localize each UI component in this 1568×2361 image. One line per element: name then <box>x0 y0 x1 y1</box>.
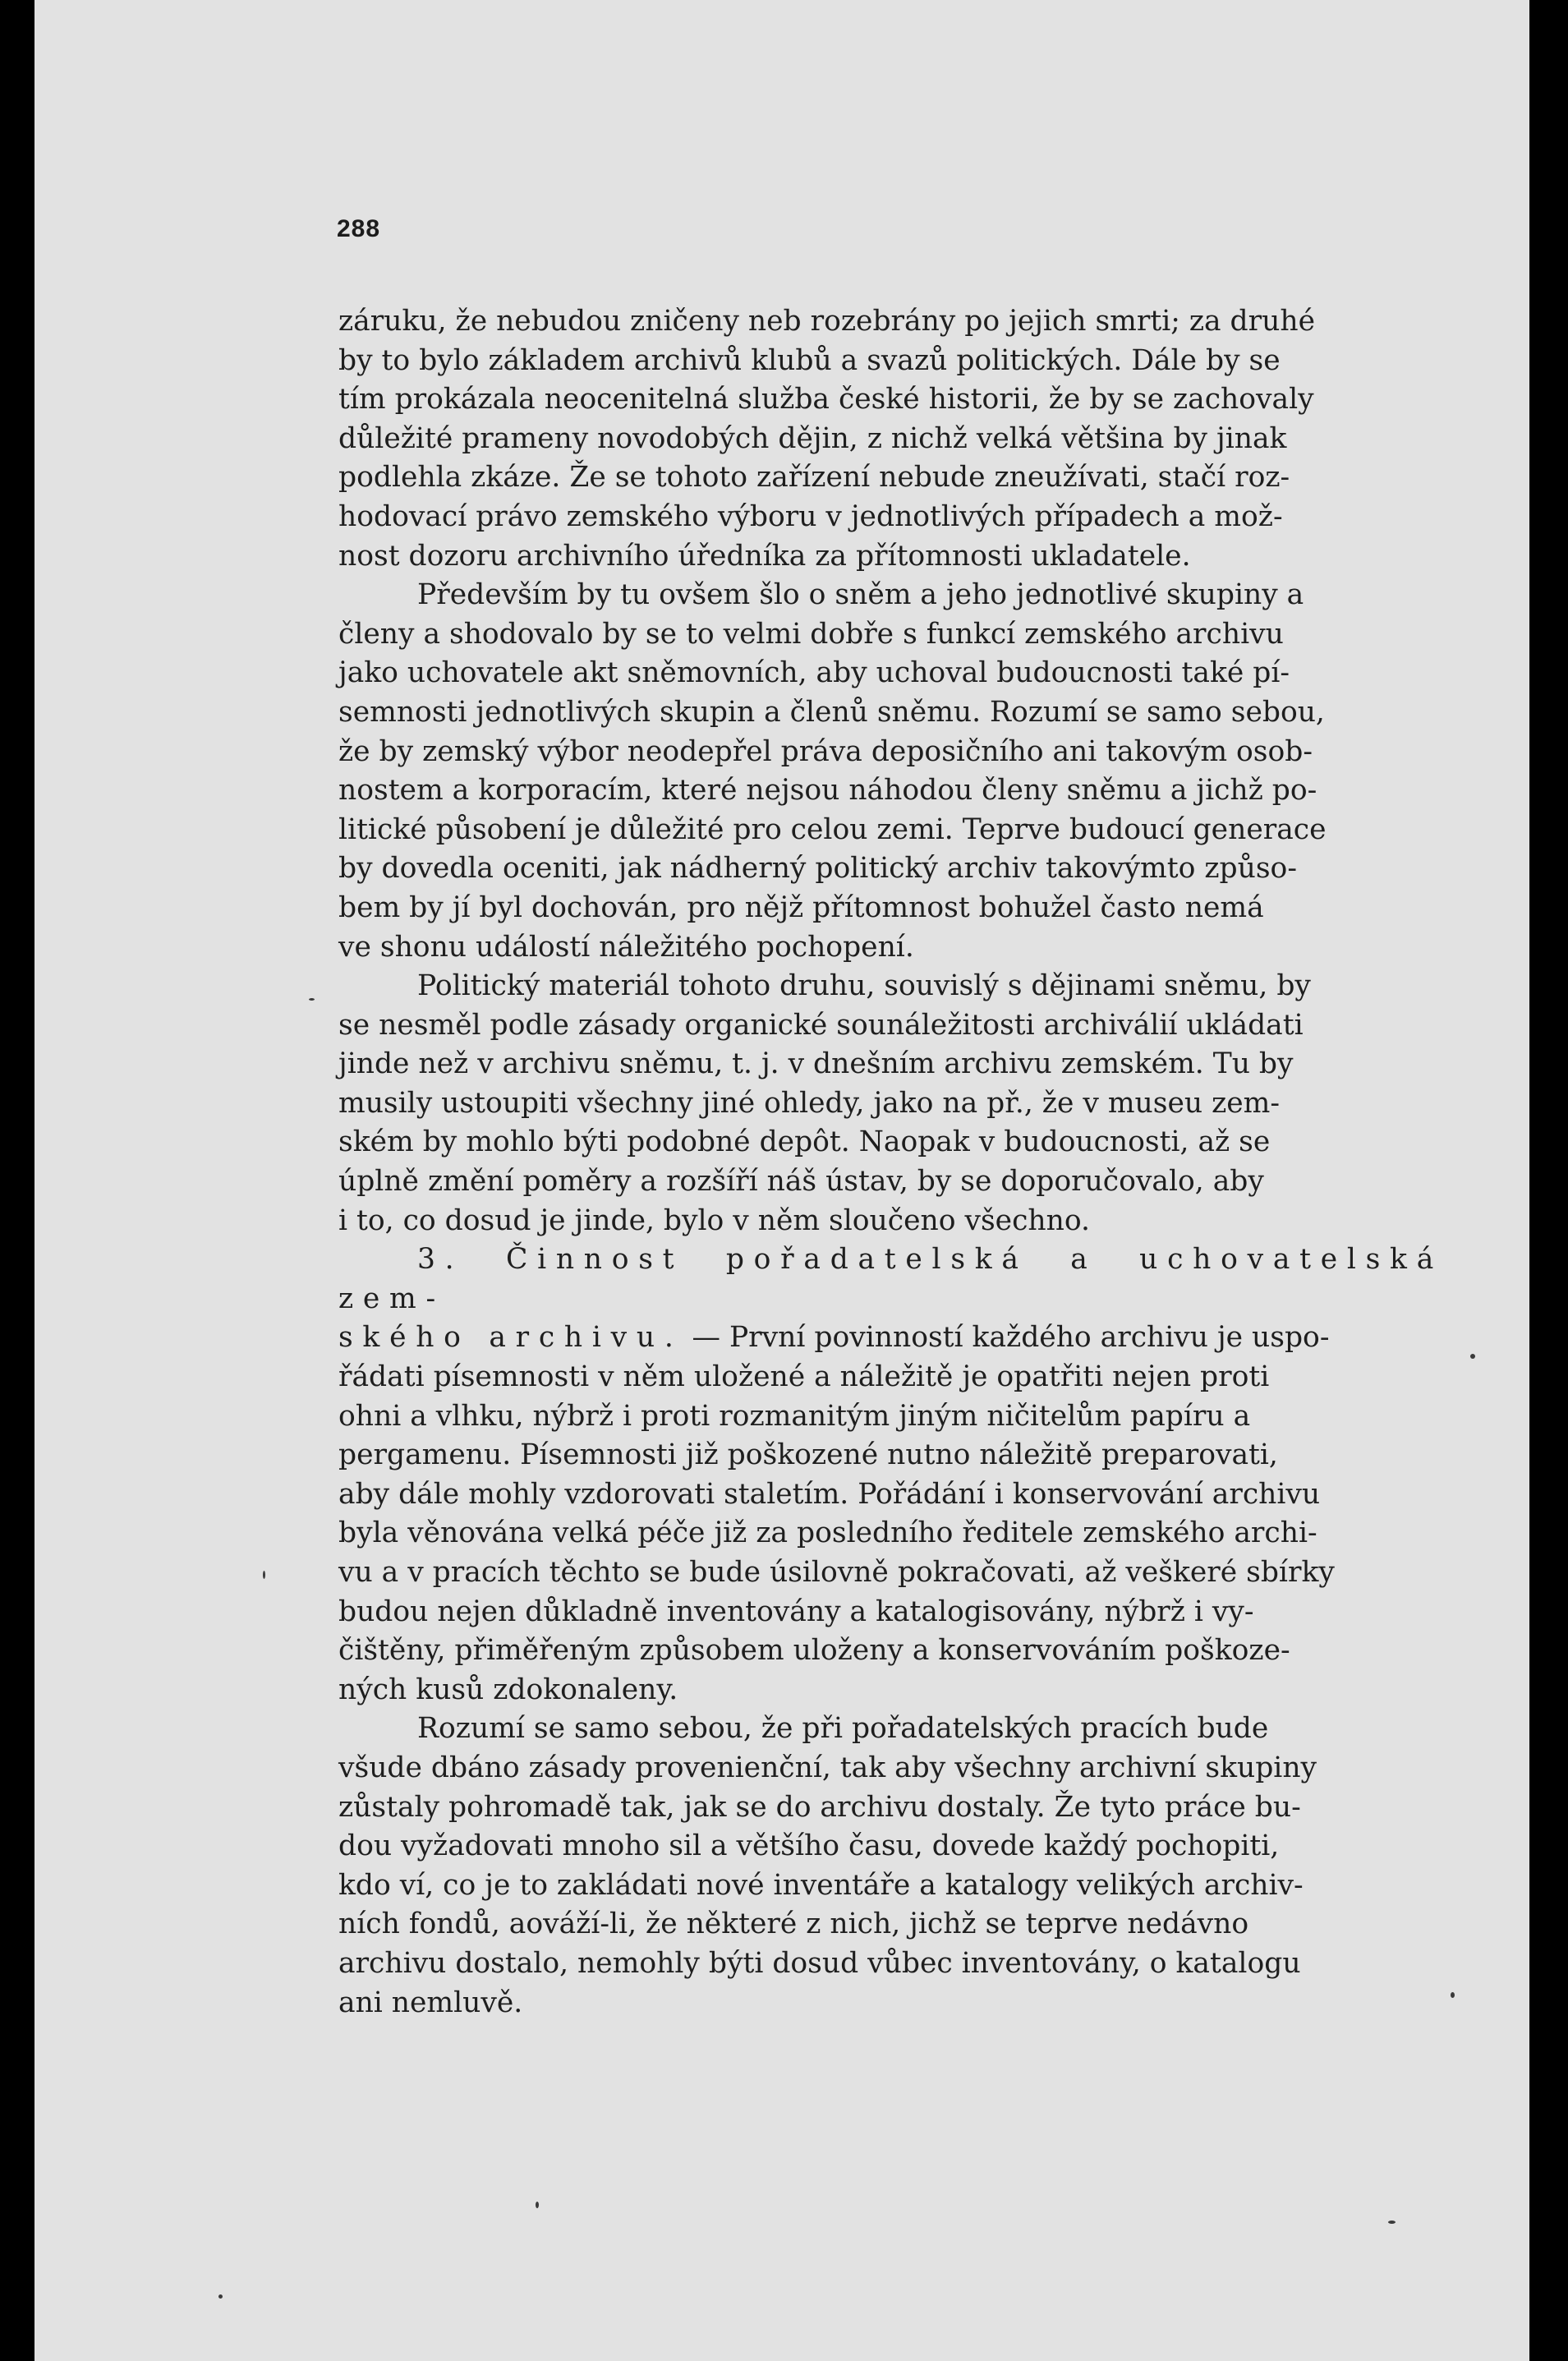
scan-speck <box>1470 1354 1475 1359</box>
text-line: archivu dostalo, nemohly býti dosud vůbec inventovány, o katalogu <box>338 1946 1301 1980</box>
paragraph-4-section-3 <box>338 1240 1443 1710</box>
text-line: všude dbáno zásady provenienční, tak aby všechny archivní skupiny <box>338 1751 1317 1784</box>
text-line: Především by tu ovšem šlo o sněm a jeho jednotlivé skupiny a <box>417 578 1304 612</box>
text-line: musily ustoupiti všechny jiné ohledy, jako na př., že v museu zem- <box>338 1086 1281 1120</box>
text-line: nostem a korporacím, které nejsou náhodou členy sněmu a jichž po- <box>338 774 1317 808</box>
text-line: zůstaly pohromadě tak, jak se do archivu dostaly. Že tyto práce bu- <box>338 1790 1301 1824</box>
text-line: aby dále mohly vzdorovati staletím. Pořádání i konservování archivu <box>338 1477 1321 1511</box>
text-line: bem by jí byl dochován, pro nějž přítomnost bohužel často nemá <box>338 891 1264 924</box>
scan-speck <box>218 2294 223 2299</box>
text-line: jinde než v archivu sněmu, t. j. v dnešním archivu zemském. Tu by <box>338 1047 1294 1081</box>
text-line: — První povinností každého archivu je uspo- <box>683 1321 1330 1355</box>
text-line: hodovací právo zemského výboru v jednotlivých případech a mož- <box>338 499 1283 533</box>
text-line: ani nemluvě. <box>338 1986 523 2019</box>
text-line: by to bylo základem archivů klubů a svazů politických. Dále by se <box>338 343 1281 377</box>
text-line: ohni a vlhku, nýbrž i proti rozmanitým jiným ničitelům papíru a <box>338 1399 1251 1433</box>
text-line: podlehla zkáze. Že se tohoto zařízení nebude zneužívati, stačí roz- <box>338 461 1290 495</box>
text-line: ných kusů zdokonaleny. <box>338 1673 678 1706</box>
paragraph-1 <box>338 302 1443 576</box>
paragraph-2 <box>338 576 1443 967</box>
paragraph-3 <box>338 967 1443 1240</box>
text-line: ních fondů, aováží-li, že některé z nich, jichž se teprve nedávno <box>338 1908 1249 1941</box>
text-line: ském by mohlo býti podobné depôt. Naopak v budoucnosti, až se <box>338 1125 1271 1159</box>
scan-speck <box>263 1571 265 1579</box>
scan-speck <box>1388 2221 1396 2224</box>
text-line: řádati písemnosti v něm uložené a náležitě je opatřiti nejen proti <box>338 1360 1270 1394</box>
text-line: se nesměl podle zásady organické sounáležitosti archiválií ukládati <box>338 1008 1304 1042</box>
text-line: Politický materiál tohoto druhu, souvislý s dějinami sněmu, by <box>417 969 1311 1003</box>
text-line: jako uchovatele akt sněmovních, aby uchoval budoucnosti také pí- <box>338 656 1290 690</box>
scan-speck <box>1451 1992 1455 1998</box>
text-line: nost dozoru archivního úředníka za přítomnosti ukladatele. <box>338 539 1191 573</box>
text-line: záruku, že nebudou zničeny neb rozebrány po jejich smrti; za druhé <box>338 305 1315 338</box>
text-line: úplně změní poměry a rozšíří náš ústav, by se doporučovalo, aby <box>338 1165 1264 1199</box>
text-line: pergamenu. Písemnosti již poškozené nutno náležitě preparovati, <box>338 1438 1278 1472</box>
section-heading-line: 3. Činnost pořadatelská a uchovatelská zem- <box>338 1243 1443 1315</box>
section-heading-line: ského archivu. <box>338 1321 683 1355</box>
text-line: litické působení je důležité pro celou zemi. Teprve budoucí generace <box>338 812 1327 846</box>
text-line: i to, co dosud je jinde, bylo v něm sloučeno všechno. <box>338 1204 1090 1237</box>
body-text <box>338 302 1443 2023</box>
text-line: dou vyžadovati mnoho sil a většího času, dovede každý pochopiti, <box>338 1829 1280 1863</box>
page-number: 288 <box>337 215 381 242</box>
text-line: důležité prameny novodobých dějin, z nichž velká většina by jinak <box>338 421 1287 455</box>
text-line: členy a shodovalo by se to velmi dobře s funkcí zemského archivu <box>338 617 1284 651</box>
text-line: vu a v pracích těchto se bude úsilovně pokračovati, až veškeré sbírky <box>338 1556 1335 1589</box>
text-line: čištěny, přiměřeným způsobem uloženy a konservováním poškoze- <box>338 1634 1290 1668</box>
text-line: tím prokázala neocenitelná služba české historii, že by se zachovaly <box>338 383 1314 417</box>
text-line: ve shonu událostí náležitého pochopení. <box>338 930 914 964</box>
paragraph-5 <box>338 1710 1443 2023</box>
scan-speck <box>536 2202 539 2208</box>
text-line: semnosti jednotlivých skupin a členů sněmu. Rozumí se samo sebou, <box>338 695 1325 729</box>
text-line: že by zemský výbor neodepřel práva deposičního ani takovým osob- <box>338 734 1313 768</box>
text-line: byla věnována velká péče již za posledního ředitele zemského archi- <box>338 1516 1317 1550</box>
text-line: kdo ví, co je to zakládati nové inventáře a katalogy velikých archiv- <box>338 1868 1304 1902</box>
text-line: budou nejen důkladně inventovány a katalogisovány, nýbrž i vy- <box>338 1595 1254 1628</box>
document-page <box>34 0 1529 2361</box>
text-line: by dovedla oceniti, jak nádherný politický archiv takovýmto způso- <box>338 852 1297 886</box>
text-line: Rozumí se samo sebou, že při pořadatelských pracích bude <box>417 1712 1269 1746</box>
scan-speck <box>309 998 315 1001</box>
